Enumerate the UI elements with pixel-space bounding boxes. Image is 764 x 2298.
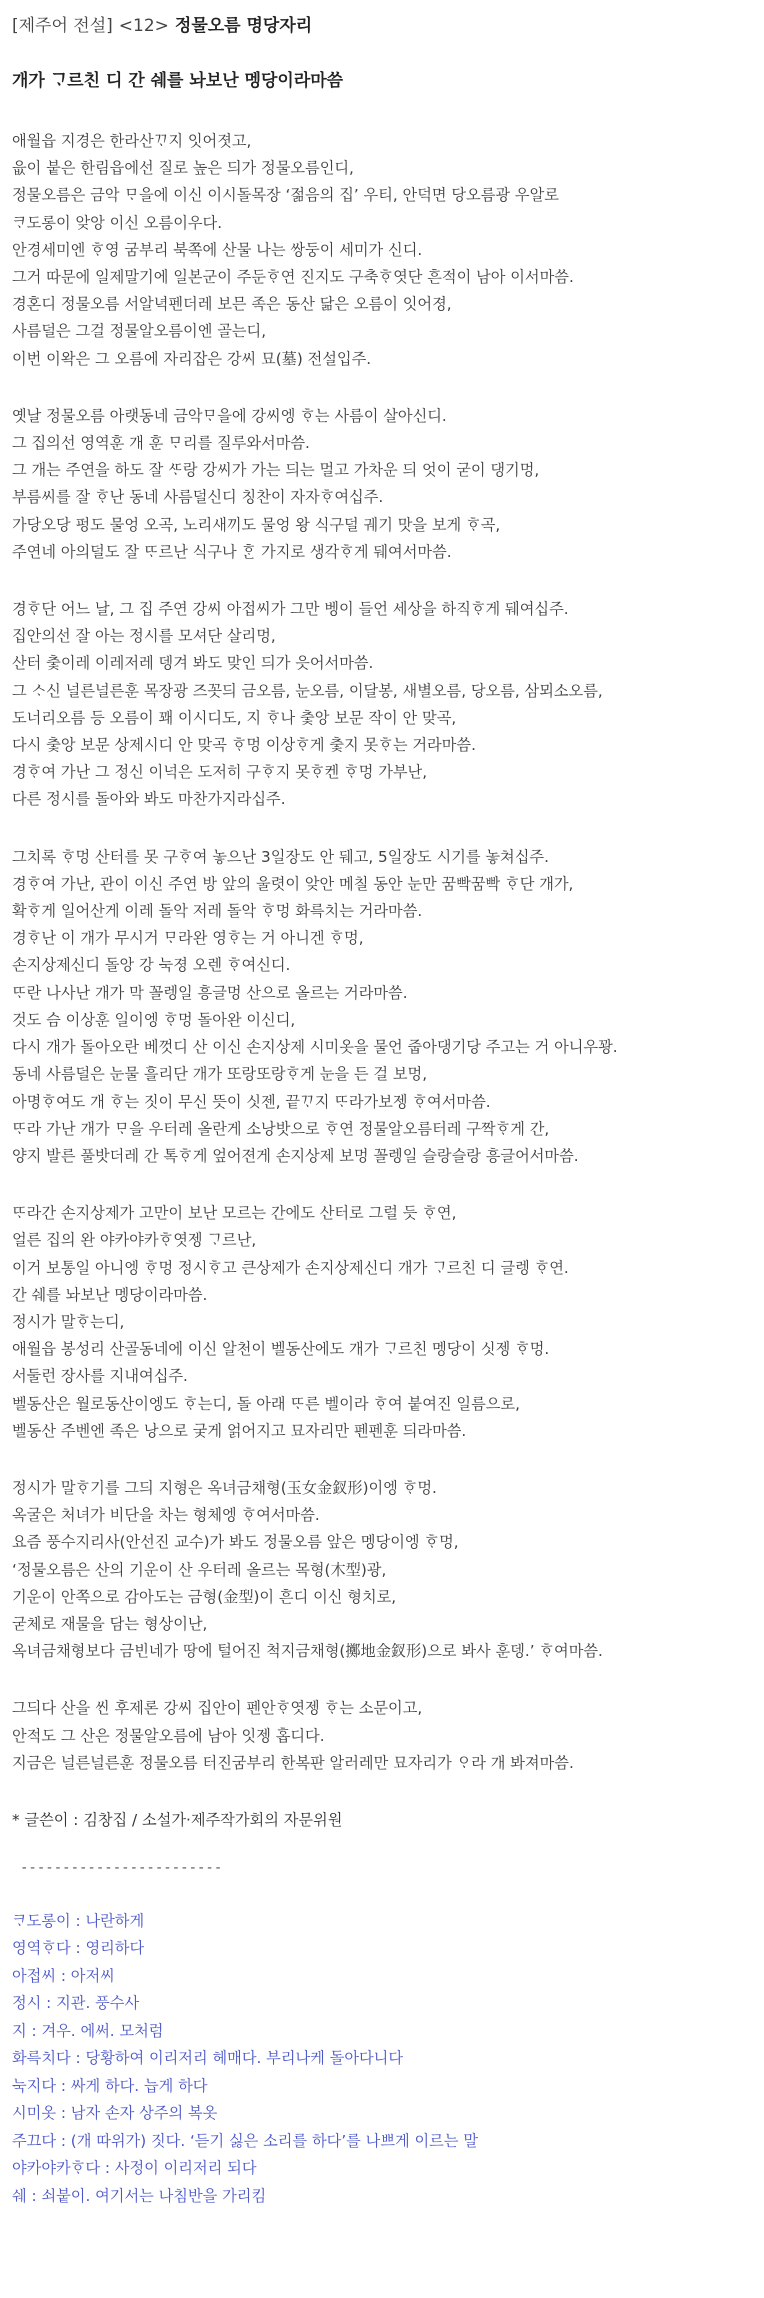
- text-line: 사름덜은 그걸 정물알오름이엔 골는디,: [12, 322, 267, 341]
- glossary-list: [12, 1908, 752, 2211]
- text-line: 요즘 풍수지리사(안선진 교수)가 봐도 정물오름 앞은 멩당이엥 ᄒᆞ멍,: [12, 1533, 459, 1552]
- text-line: 옥굴은 처녀가 비단을 차는 형체엥 ᄒᆞ여서마씀.: [12, 1506, 320, 1525]
- text-line: ᄄᆞ라 가난 개가 ᄆᆞ을 우터레 올란게 소낭밧으로 ᄒᆞ연 정물알오름터레 구짝ᄒᆞ게 간,: [12, 1119, 550, 1138]
- text-line: 가당오당 펑도 물엉 오곡, 노리새끼도 물엉 왕 식구덜 궤기 맛을 보게 ᄒᆞ곡,: [12, 515, 501, 534]
- text-line: 손지상제신디 돌앙 강 눅졍 오렌 ᄒᆞ여신디.: [12, 956, 291, 975]
- text-line: 아명ᄒᆞ여도 개 ᄒᆞ는 짓이 무신 뜻이 싯젠, 끝ᄁᆞ지 ᄄᆞ라가보젱 ᄒᆞ여서마씀.: [12, 1092, 491, 1111]
- text-line: 동네 사름덜은 눈물 흘리단 개가 또랑또랑ᄒᆞ게 눈을 든 걸 보멍,: [12, 1065, 428, 1084]
- article-subtitle: 개가 ᄀᆞ르친 디 간 쉐를 놔보난 멩당이라마씀: [12, 71, 344, 91]
- text-line: 기운이 안쪽으로 감아도는 금형(金型)이 흔디 이신 형치로,: [12, 1587, 397, 1606]
- text-line: 그치록 ᄒᆞ멍 산터를 못 구ᄒᆞ여 놓으난 3일장도 안 뒈고, 5일장도 시기를 놓쳐십주.: [12, 847, 549, 866]
- text-line: 그듸다 산을 씬 후제론 강씨 집안이 펜안ᄒᆞ엿젱 ᄒᆞ는 소문이고,: [12, 1699, 423, 1718]
- text-line: 애월읍 지경은 한라산ᄁᆞ지 잇어졋고,: [12, 132, 252, 150]
- series-number: <12>: [118, 16, 169, 36]
- text-line: 그 ᄉᆞ신 널른널른훈 목장광 즈꼿듸 금오름, 눈오름, 이달봉, 새별오름, 당오름, 삼뫼소오름,: [12, 681, 603, 700]
- text-line: 그거 따문에 일제말기에 일본군이 주둔ᄒᆞ연 진지도 구축ᄒᆞ엿단 흔적이 남아 이서마씀.: [12, 268, 574, 287]
- text-line: 경ᄒᆞ여 가난 그 정신 이넉은 도저히 구ᄒᆞ지 못ᄒᆞ켄 ᄒᆞ멍 가부난,: [12, 763, 428, 782]
- paragraph: [12, 1475, 752, 1665]
- glossary-item: 아접씨 : 아저씨: [12, 1966, 115, 1985]
- article-title: 정물오름 명당자리: [174, 16, 313, 36]
- text-line: ᄄᆞ란 나사난 개가 막 꼴렝일 흥글멍 산으로 올르는 거라마씀.: [12, 983, 408, 1002]
- text-line: 얼른 집의 완 야카야카ᄒᆞ엿젱 ᄀᆞ르난,: [12, 1231, 257, 1250]
- author-credit: * 글쓴이 : 김창집 / 소설가·제주작가회의 자문위원: [12, 1810, 343, 1829]
- text-line: 것도 슴 이상훈 일이엥 ᄒᆞ멍 돌아완 이신디,: [12, 1010, 296, 1029]
- text-line: 산터 춫이레 이레저레 뎅겨 봐도 맞인 듸가 읏어서마씀.: [12, 654, 374, 673]
- text-line: 정시가 말ᄒᆞ는디,: [12, 1312, 125, 1331]
- glossary-item: 정시 : 지관. 풍수사: [12, 1994, 140, 2013]
- text-line: 경ᄒᆞ단 어느 날, 그 집 주연 강씨 아접씨가 그만 벵이 들언 세상을 하직ᄒᆞ게 뒈여십주.: [12, 600, 569, 619]
- glossary-item: 영역ᄒᆞ다 : 영리하다: [12, 1939, 145, 1958]
- text-line: 안경세미엔 ᄒᆞ영 굼부리 북쪽에 산물 나는 쌍둥이 세미가 신디.: [12, 240, 423, 259]
- glossary-item: 지 : 겨우. 에써. 모처럼: [12, 2021, 164, 2040]
- text-line: 다시 개가 돌아오란 베껏디 산 이신 손지상제 시미옷을 물언 줍아댕기당 주고는 거 아니우꽝.: [12, 1038, 618, 1057]
- paragraph: [12, 1200, 752, 1445]
- paragraph: [12, 128, 752, 373]
- text-line: 읎이 붙은 한림읍에선 질로 높은 듸가 정물오름인디,: [12, 159, 354, 178]
- glossary-item: 야카야카ᄒᆞ다 : 사정이 이리저리 되다: [12, 2159, 257, 2178]
- paragraph: [12, 844, 752, 1170]
- glossary-item: 화륵치다 : 당황하여 이리저리 헤매다. 부리나케 돌아다니다: [12, 2049, 404, 2068]
- text-line: 다시 춫앙 보문 상제시디 안 맞곡 ᄒᆞ멍 이상ᄒᆞ게 춫지 못ᄒᆞ는 거라마씀.: [12, 736, 476, 755]
- text-line: 옥녀금채형보다 금빈네가 땅에 털어진 척지금채형(擲地金釵形)으로 봐사 훈뎅.’ ᄒᆞ여마씀.: [12, 1642, 603, 1661]
- text-line: 그 개는 주연을 하도 잘 ᄯᆞ랑 강씨가 가는 듸는 멀고 가차운 듸 엇이 굳이 댕기멍,: [12, 461, 540, 480]
- text-line: 그 집의선 영역훈 개 훈 ᄆᆞ리를 질루와서마씀.: [12, 434, 310, 453]
- text-line: ᄏᆞ도롱이 앚앙 이신 오름이우다.: [12, 213, 223, 232]
- text-line: 양지 발른 풀밧더레 간 톡ᄒᆞ게 엎어젼게 손지상제 보멍 꼴렝일 슬랑슬랑 흥글어서마씀.: [12, 1146, 579, 1165]
- text-line: 확ᄒᆞ게 일어산게 이레 돌악 저레 돌악 ᄒᆞ멍 화륵치는 거라마씀.: [12, 902, 423, 921]
- text-line: 굳체로 재물을 담는 형상이난,: [12, 1614, 208, 1633]
- text-line: 애월읍 봉성리 산골동네에 이신 알천이 벨동산에도 개가 ᄀᆞ르친 멩당이 싯젱 ᄒᆞ멍.: [12, 1340, 550, 1359]
- text-line: 경ᄒᆞ난 이 개가 무시거 ᄆᆞ라완 영ᄒᆞ는 거 아니겐 ᄒᆞ멍,: [12, 929, 364, 948]
- paragraph: [12, 403, 752, 566]
- text-line: 이번 이왁은 그 오름에 자리잡은 강씨 묘(墓) 전설입주.: [12, 349, 372, 368]
- text-line: 이거 보통일 아니엥 ᄒᆞ멍 정시ᄒᆞ고 큰상제가 손지상제신디 개가 ᄀᆞ르친 디 글렝 ᄒᆞ연.: [12, 1258, 569, 1277]
- text-line: 간 쉐를 놔보난 멩당이라마씀.: [12, 1285, 208, 1304]
- text-line: 경ᄒᆞ여 가난, 관이 이신 주연 방 앞의 울렷이 앚안 메칠 동안 눈만 꿈빡꿈빡 ᄒᆞ단 개가,: [12, 874, 574, 893]
- text-line: 벨동산은 월로동산이엥도 ᄒᆞ는디, 돌 아래 ᄄᆞ른 벨이라 ᄒᆞ여 붙여진 일름으로,: [12, 1394, 520, 1413]
- text-line: 지금은 널른널른훈 정물오름 터진굼부리 한복판 알러레만 묘자리가 ᄋᆞ라 개 봐져마씀.: [12, 1753, 574, 1772]
- text-line: ᄄᆞ라간 손지상제가 고만이 보난 모르는 간에도 산터로 그럴 듯 ᄒᆞ연,: [12, 1204, 457, 1223]
- text-line: 서둘런 장사를 지내여십주.: [12, 1367, 188, 1386]
- text-line: 벨동산 주벤엔 족은 낭으로 궂게 얽어지고 묘자리만 펜펜훈 듸라마씀.: [12, 1421, 467, 1440]
- paragraph: [12, 596, 752, 814]
- glossary-item: ᄏᆞ도롱이 : 나란하게: [12, 1911, 145, 1930]
- text-line: 안적도 그 산은 정물알오름에 남아 잇젱 홉디다.: [12, 1726, 325, 1745]
- text-line: 정시가 말ᄒᆞ기를 그듸 지형은 옥녀금채형(玉女金釵形)이엥 ᄒᆞ멍.: [12, 1478, 437, 1497]
- text-line: 도너리오름 등 오름이 꽤 이시디도, 지 ᄒᆞ나 춫앙 보문 작이 안 맞곡,: [12, 708, 457, 727]
- text-line: 정물오름은 금악 ᄆᆞ을에 이신 이시돌목장 ‘젊음의 집’ 우티, 안덕면 당오름광 우알로: [12, 186, 559, 205]
- text-line: 다른 정시를 돌아와 봐도 마찬가지라십주.: [12, 790, 286, 809]
- paragraph: [12, 1695, 752, 1777]
- glossary-divider: ------------------------: [20, 1859, 223, 1876]
- text-line: ‘정물오름은 산의 기운이 산 우터레 올르는 목형(木型)광,: [12, 1560, 387, 1579]
- glossary-item: 주끄다 : (개 따위가) 짓다. ‘듣기 싫은 소리를 하다’를 나쁘게 이르는 말: [12, 2131, 479, 2150]
- text-line: 주연네 아의덜도 잘 ᄄᆞ르난 식구나 ᄒᆞᆫ 가지로 생각ᄒᆞ게 뒈여서마씀.: [12, 542, 452, 561]
- text-line: 집안의선 잘 아는 정시를 모셔단 살리멍,: [12, 627, 276, 646]
- text-line: 부름씨를 잘 ᄒᆞ난 동네 사름덜신디 칭찬이 자자ᄒᆞ여십주.: [12, 488, 384, 507]
- glossary-item: 눅지다 : 싸게 하다. 늡게 하다: [12, 2076, 208, 2095]
- text-line: 경혼디 정물오름 서알녁펜더레 보믄 족은 동산 닮은 오름이 잇어졍,: [12, 295, 452, 314]
- article-header: [12, 14, 752, 38]
- glossary-item: 시미옷 : 남자 손자 상주의 복옷: [12, 2104, 218, 2123]
- text-line: 옛날 정물오름 아랫동네 금악ᄆᆞ을에 강씨엥 ᄒᆞ는 사름이 살아신디.: [12, 406, 447, 425]
- glossary-item: 쉐 : 쇠붙이. 여기서는 나침반을 가리킴: [12, 2186, 267, 2205]
- category-label: [제주어 전설]: [12, 16, 113, 36]
- article-body: [12, 128, 752, 1777]
